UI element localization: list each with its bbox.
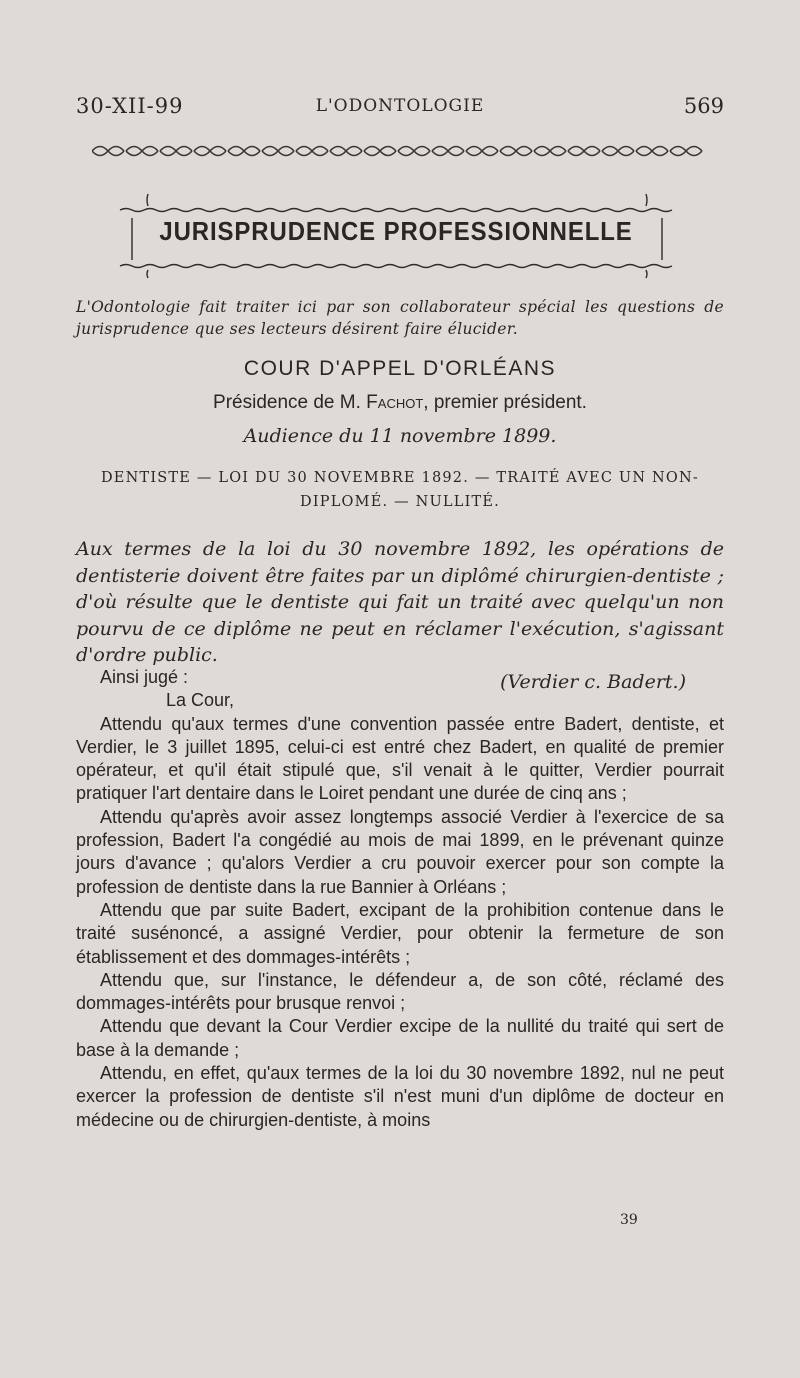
presidence-prefix: Présidence de M. (213, 392, 361, 413)
section-title-frame (116, 188, 676, 280)
case-subject-line: DENTISTE — LOI DU 30 NOVEMBRE 1892. — TRAITÉ AVEC UN NON- (100, 470, 700, 486)
case-citation: (Verdier c. Badert.) (500, 670, 686, 693)
case-subject-line: DIPLOMÉ. — NULLITÉ. (300, 494, 500, 510)
case-subject (76, 466, 724, 514)
hearing-date: Audience du 11 novembre 1899. (243, 425, 557, 447)
signature-mark: 39 (620, 1212, 638, 1228)
paragraph: Attendu que devant la Cour Verdier excipe de la nullité du traité qui sert de base à la demande ; (76, 1016, 724, 1060)
issue-date: 30-XII-99 (76, 94, 184, 118)
journal-title: L'ODONTOLOGIE (315, 96, 485, 116)
paragraph: Attendu qu'après avoir assez longtemps associé Verdier à l'exercice de sa profession, Badert l'a congédié au mois de mai 1899, en le prévenant quinze jours d'avance ; qu'alors Verdier a cru pouvoir exercer pour son compte la profession de dentiste dans la rue Bannier à Orléans ; (76, 806, 724, 897)
section-title: JURISPRUDENCE PROFESSIONNELLE (159, 216, 633, 246)
paragraph: La Cour, (166, 690, 235, 711)
section-intro: L'Odontologie fait traiter ici par son collaborateur spécial les questions de jurisprudence que ses lecteurs désirent faire élucider. (76, 298, 724, 338)
running-head (76, 94, 724, 122)
paragraph: Attendu qu'aux termes d'une convention passée entre Badert, dentiste, et Verdier, le 3 juillet 1895, celui-ci est entré chez Badert, en qualité de premier opérateur, et qu'il était stipulé que, s'il venait à le quitter, Verdier pourrait pratiquer l'art dentaire dans le Loiret pendant une durée de cinq ans ; (76, 713, 724, 804)
court-name: COUR D'APPEL D'ORLÉANS (243, 357, 557, 380)
ornament-band-icon (92, 140, 708, 162)
court-presidence (0, 392, 800, 414)
paragraph: Attendu que, sur l'instance, le défendeur a, de son côté, réclamé des dommages-intérêts pour brusque renvoi ; (76, 969, 724, 1014)
summary-text: Aux termes de la loi du 30 novembre 1892, les opérations de dentisterie doivent être faites par un diplômé chirurgien-dentiste ; d'où résulte que le dentiste qui fait un traité avec quelqu'un non pourvu de ce diplôme ne peut en réclamer l'exécution, s'agissant d'ordre public. (76, 538, 724, 666)
judgment-body (76, 666, 724, 1132)
paragraph: Attendu, en effet, qu'aux termes de la loi du 30 novembre 1892, nul ne peut exercer la profession de dentiste s'il n'est muni d'un diplôme de docteur en médecine ou de chirurgien-dentiste, à moins (76, 1063, 724, 1130)
presidence-suffix: , premier président. (423, 392, 587, 413)
page-number: 569 (683, 94, 724, 118)
paragraph: Ainsi jugé : (100, 667, 189, 687)
paragraph: Attendu que par suite Badert, excipant de la prohibition contenue dans le traité susénoncé, a assigné Verdier, pour obtenir la fermeture de son établissement et des dommages-intérêts ; (76, 899, 724, 967)
president-name: Fachot (366, 392, 424, 413)
